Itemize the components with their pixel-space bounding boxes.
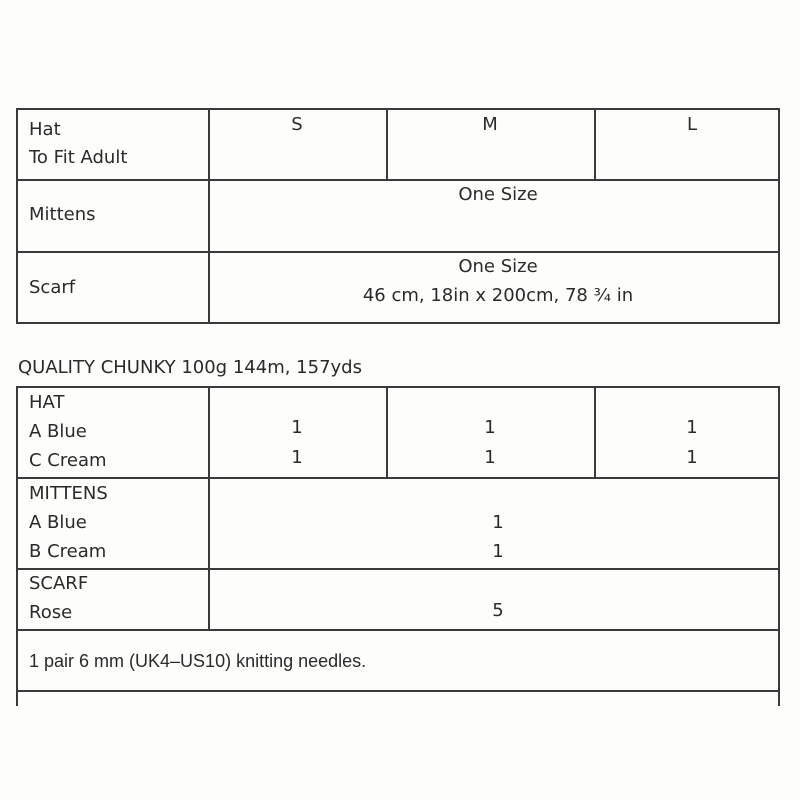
scarf-label: Scarf [29, 277, 76, 298]
scarf-row-label: Rose [29, 602, 73, 623]
rule [208, 386, 210, 631]
needles-note: 1 pair 6 mm (UK4–US10) knitting needles. [29, 651, 367, 671]
mittens-row-label: A Blue [29, 512, 87, 533]
rule [386, 386, 388, 479]
rule [16, 629, 780, 631]
size-l: L [686, 114, 698, 135]
rule [16, 386, 780, 388]
hat-quantity: 1 [484, 447, 496, 468]
hat-fit-label: To Fit Adult [29, 147, 128, 168]
size-m: M [482, 114, 498, 135]
hat-quantity: 1 [291, 417, 303, 438]
hat-quantity: 1 [484, 417, 496, 438]
scarf-section-title: SCARF [29, 573, 89, 594]
rule [16, 108, 780, 110]
mittens-row-label: B Cream [29, 541, 107, 562]
rule [16, 386, 18, 706]
size-s: S [291, 114, 303, 135]
rule [16, 568, 780, 570]
hat-quantity: 1 [686, 417, 698, 438]
hat-quantity: 1 [686, 447, 698, 468]
rule [16, 251, 780, 253]
mittens-size: One Size [458, 184, 538, 205]
hat-row-label: A Blue [29, 421, 87, 442]
rule [778, 386, 780, 706]
rule [16, 108, 18, 324]
rule [778, 108, 780, 324]
hat-section-title: HAT [29, 392, 65, 413]
scarf-quantity: 5 [492, 600, 504, 621]
scarf-dimensions: 46 cm, 18in x 200cm, 78 ¾ in [362, 285, 634, 306]
hat-label: Hat [29, 119, 61, 140]
hat-quantity: 1 [291, 447, 303, 468]
mittens-label: Mittens [29, 204, 96, 225]
rule [16, 322, 780, 324]
rule [386, 108, 388, 181]
mittens-quantity: 1 [492, 541, 504, 562]
hat-row-label: C Cream [29, 450, 107, 471]
rule [16, 477, 780, 479]
mittens-section-title: MITTENS [29, 483, 108, 504]
rule [594, 386, 596, 479]
yarn-heading: QUALITY CHUNKY 100g 144m, 157yds [18, 357, 362, 378]
rule [16, 690, 780, 692]
mittens-quantity: 1 [492, 512, 504, 533]
rule [594, 108, 596, 181]
rule [208, 108, 210, 324]
rule [16, 179, 780, 181]
scarf-size: One Size [458, 256, 538, 277]
